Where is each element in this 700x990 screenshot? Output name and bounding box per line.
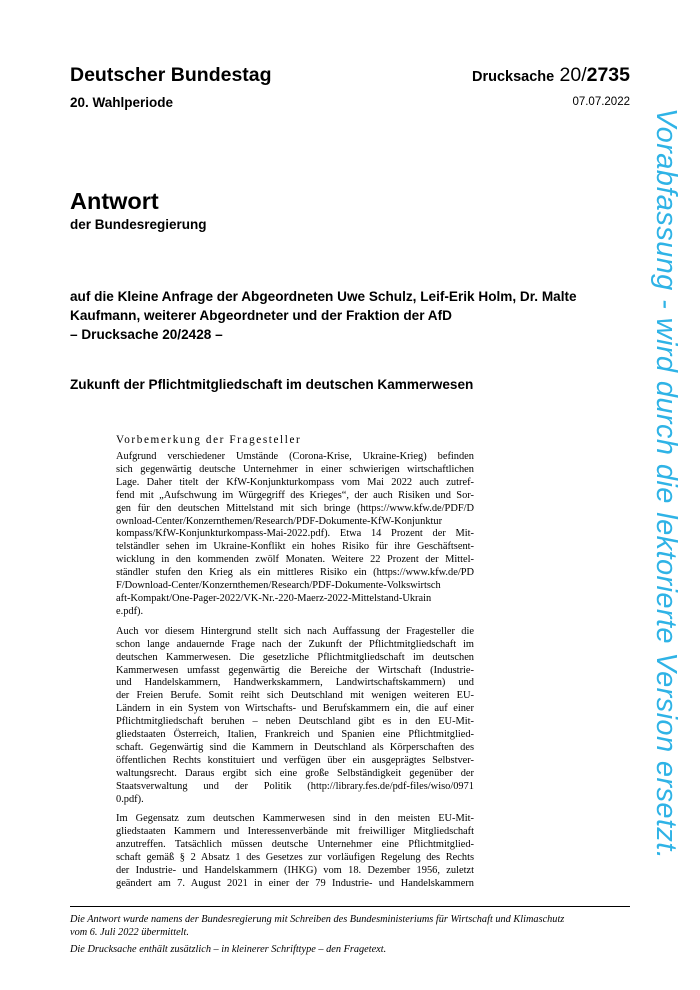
inquiry-line: Kaufmann, weiterer Abgeordneter und der Fraktion der AfD (70, 308, 452, 323)
electoral-period: 20. Wahlperiode (70, 95, 174, 110)
drucksache-label: Drucksache (472, 69, 555, 85)
body-line: telständler sehen im Ukraine-Konflikt ein hohes Risiko für ihre Geschäftsent- (116, 541, 474, 553)
body-line: F/Download-Center/Konzernthemen/Research/PDF-Dokumente-Volkswirtsch (116, 580, 441, 592)
drucksache-prefix: 20/ (559, 64, 587, 86)
body-line: geändert am 7. August 2021 in einer der 79 Industrie- und Handelskammern (116, 878, 474, 889)
inquiry-line: auf die Kleine Anfrage der Abgeordneten Uwe Schulz, Leif-Erik Holm, Dr. Malte (70, 289, 577, 304)
body-paragraph (116, 626, 474, 807)
body-line: gliedstaaten Österreich, Italien, Frankreich und Spanien eine Pflichtmitglied- (116, 729, 474, 741)
body-line: deutschen Kammerwesen. Die gesetzliche Pflichtmitgliedschaft im deutschen (116, 651, 474, 663)
drucksache-main-number: 2735 (586, 64, 630, 86)
institution-name: Deutscher Bundestag (70, 64, 272, 86)
document-subtitle: der Bundesregierung (70, 217, 207, 232)
body-line: Lage. Daher titelt der KfW-Konjunkturkompass vom Mai 2022 auch zutref- (116, 476, 474, 488)
body-line: Aufgrund verschiedener Umstände (Corona-Krise, Ukraine-Krieg) befinden (116, 451, 474, 462)
body-line: wicklung in den kommenden zwölf Monaten. Weitere 22 Prozent der Mittel- (116, 554, 474, 566)
font-size-note (70, 944, 650, 957)
body-line: Kammerwesen umfasst gegenwärtig die Bereiche der Wirtschaft (Industrie- (116, 664, 474, 676)
body-line: der Industrie- und Handelskammern (IHKG) vom 18. Dezember 1956, zuletzt (116, 865, 474, 877)
transmission-note (70, 914, 650, 939)
body-line: ständler stufen den Krieg als ein mittleres Risiko ein (https://www.kfw.de/PD (116, 567, 474, 579)
body-line: 0.pdf). (116, 793, 144, 805)
body-line: sich gegenwärtig deutsche Unternehmer in einer schwierigen wirtschaftlichen (116, 463, 474, 475)
inquiry-reference (70, 287, 630, 344)
body-line: ownload-Center/Konzernthemen/Research/PDF-Dokumente-KfW-Konjunktur (116, 515, 443, 527)
inquiry-topic: Zukunft der Pflichtmitgliedschaft im deutschen Kammerwesen (70, 377, 474, 392)
body-line: e.pdf). (116, 605, 144, 617)
inquiry-line: – Drucksache 20/2428 – (70, 327, 223, 342)
body-line: schaft gemäß § 2 Absatz 1 des Gesetzes zur vorläufigen Regelung des Rechts (116, 852, 474, 864)
body-line: gliedstaaten Kammern und Interessenverbände mit freiwilliger Mitgliedschaft (116, 826, 474, 838)
body-line: öffentlichen Rechts konstituiert und verfügen über ein ausgeprägtes Selbstver- (116, 754, 474, 766)
body-line: Im Gegensatz zum deutschen Kammerwesen sind in den meisten EU-Mit- (116, 813, 474, 825)
body-line: schon lange andauernde Frage nach der Zukunft der Pflichtmitgliedschaft im (116, 638, 474, 650)
body-line: Auch vor diesem Hintergrund stellt sich nach Auffassung der Fragesteller die (116, 625, 474, 637)
document-date: 07.07.2022 (572, 96, 630, 108)
body-line: aft-Kompakt/One-Pager-2022/VK-Nr.-220-Maerz-2022-Mittelstand-Ukrain (116, 592, 432, 604)
footnote-line: vom 6. Juli 2022 übermittelt. (70, 926, 189, 938)
footnote-line: Die Drucksache enthält zusätzlich – in kleinerer Schrifttype – den Fragetext. (70, 944, 387, 955)
body-line: Pflichtmitgliedschaft beruhen – neben Deutschland gibt es in den EU-Mit- (116, 716, 474, 728)
body-line: Ländern in ein System von Wirtschafts- und Berufskammern ein, die auf einer (116, 703, 474, 715)
drucksache-number (472, 64, 630, 87)
body-line: gen für den deutschen Mittelstand mit sich bringe (https://www.kfw.de/PDF/D (116, 502, 474, 514)
body-line: fend mit „Aufschwung im Würgegriff des Krieges“, der auch Risiken und Sor- (116, 489, 474, 501)
preliminary-remark-heading: Vorbemerkung der Fragesteller (116, 434, 302, 446)
body-line: und Handelskammern, Handwerkskammern, Landwirtschaftskammern) und (116, 677, 474, 689)
footnote-line: Die Antwort wurde namens der Bundesregierung mit Schreiben des Bundesministeriums für Wirtschaft und Klimaschutz (70, 914, 565, 925)
body-line: Staatsverwaltung und der Politik (http://library.fes.de/pdf-files/wiso/0971 (116, 780, 474, 792)
body-line: kompass/KfW-Konjunkturkompass-Mai-2022.pdf). Etwa 14 Prozent der Mit- (116, 528, 474, 540)
preliminary-version-watermark: Vorabfassung - wird durch die lektorierte Version ersetzt. (650, 108, 682, 860)
body-line: anzutreffen. Tatsächlich müssen deutsche Unternehmer eine Pflichtmitglied- (116, 839, 474, 851)
body-line: schaft. Gegenwärtig sind die Kammern in Deutschland als Körperschaften des (116, 741, 474, 753)
footnote-divider (70, 906, 630, 907)
body-paragraph (116, 451, 474, 619)
document-title: Antwort (70, 188, 159, 214)
preliminary-remark-body (116, 451, 474, 898)
body-line: waltungsrecht. Daraus ergibt sich eine große Selbständigkeit gegenüber der (116, 767, 474, 779)
body-line: der Freien Berufe. Somit reiht sich Deutschland mit wenigen weiteren EU- (116, 690, 474, 702)
body-paragraph (116, 813, 474, 890)
